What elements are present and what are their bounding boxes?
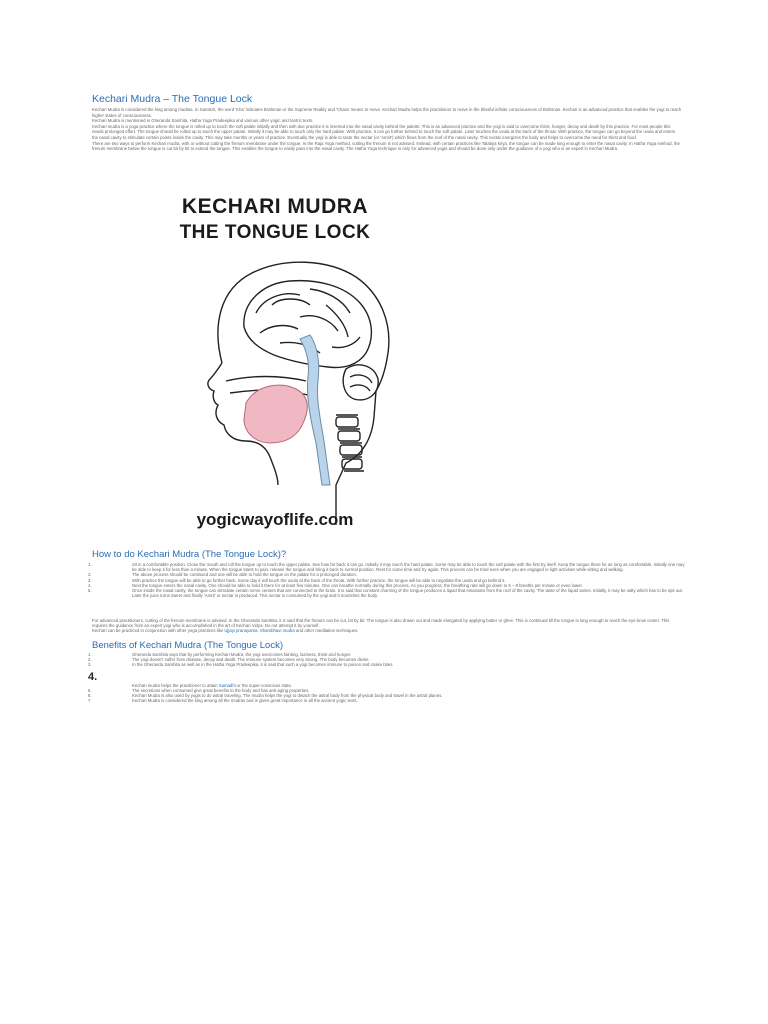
intro-paragraph: Kechari Mudra is considered the king among mudras. In Sanskrit, the word 'Kha' indicates Brahman or the Supreme Reality and 'Chara' means to move. Kechari Mudra helps the practitioner to move in the blissful infinite consciousness of Brahman. Kechari is an advanced practice that enables the yogi to reach higher states of consciousness. [92,107,682,118]
list-text: The yogi doesn't suffer from disease, decay and death. The immune system becomes very strong. The body becomes divine. [132,657,370,663]
list-item [88,662,688,667]
item-text: or the super-conscious state. [235,682,293,688]
list-number: 1. [88,652,92,657]
list-text: Gheranda Samhita says that by performing Kechari Mudra, the yogi overcomes fainting, laziness, thirst and hunger. [132,652,352,657]
list-number: 3. [88,662,92,668]
list-item [88,562,688,572]
samadhi-link[interactable]: Samadhi [218,682,236,688]
intro-paragraph: Kechari mudra is a yoga practice where the tongue is rolled up to touch the soft palate initially and then with due practice it is inserted into the nasal cavity behind the palette. This is an advanced practice and the yogi is said to overcome thirst, hunger, decay and death by this practice. For most people this needs prolonged effort. The tongue should be rolled up to touch the upper palate. Initially it may be able to touch only the hard palate. With practice, it can go further behind to touch the soft palate. Later touches the uvula at the back of the throat. With practice, the tongue can go beyond the uvula and enters the nasal cavity to stimulate certain points inside the cavity. This may take months or years of practice. Eventually the yogi is able to taste the nectar (or 'Amrit') which flows from the roof of the nasal cavity. This nectar energizes the body and helps to overcome the need for thirst and food. [92,123,676,140]
note-text: Kechari can be practiced in conjunction with other yoga practices like [92,628,225,634]
list-text: Sit in a comfortable position. Close the mouth and roll the tongue up to touch the upper palate. See how far back it can go. Initially it may touch the hard palate. Some may be able to touch the soft palate with the first try itself. Keep the tongue there for as long as comfortable. Initially one may be able to keep it for less than a minute. When the tongue starts to pain, release the tongue and bring it back to normal position. Rest for some time and try again. This process can be tried even when you are engaged in light activities while sitting and walking. [132,562,685,573]
page-title: Kechari Mudra – The Tongue Lock [92,93,253,105]
list-text: The secretions when consumed give great benefits to the body and has anti-aging properties. [132,687,310,693]
intro-paragraph: There are two ways to perform Kechari mudra, with or without cutting the frenum membrane under the tongue. In the Raja Yoga method, cutting the frenum is not advised. Instead, with certain practices like Talabya kriya, the tongue can be made long enough to enter the nasal cavity. In Hatha Yoga method, the frenum membrane below the tongue is cut bit by bit to extend the tongue. This enables the tongue to easily pass into the nasal cavity. The Hatha Yoga technique is only for advanced yogis and should be done only under the guidance of a yogi who is an expert in Kechari Mudra. [92,140,680,152]
howto-steps [88,562,688,598]
intro-text [92,107,682,152]
list-number: 7. [88,698,92,704]
list-text: Once inside the nasal cavity, the tongue can stimulate certain nerve centers that are connected to the brain. It is said that constant churning of the tongue produces a liquid that emanates from the roof of the cavity. The taste of the liquid varies. Initially, it may be salty which has to be spit out. Later the juice turns sweet and finally 'Amrit' or nectar is produced. This nectar is consumed by the yogi and it nourishes the body. [132,588,683,599]
list-text: In the Gheranda Samhita as well as in the Hatha Yoga Pradeepika, it is said that such a yogi becomes immune to poison and snake bites. [132,662,394,668]
list-number: 3. [88,577,92,583]
item-text: Kechari mudra helps the practitioner to attain [132,682,219,688]
list-number: 5. [88,588,92,594]
list-item [88,588,688,598]
benefits-list [88,652,688,703]
practices-link[interactable]: Ujjayi pranayama, Shambhavi mudra [224,628,295,634]
list-number: 2. [88,572,92,578]
intro-paragraph: Kechari Mudra is mentioned in Gheranda Samhita, Hatha Yoga Pradeepika and various other yogic and tantric texts. [92,118,314,124]
howto-notes [92,618,682,634]
howto-note: For advanced practitioners, cutting of the frenum membrane is advised. In the Gheranda Samhita, it is said that the frenum can be cut, bit by bit. The tongue is also drawn out and made elongated by applying butter or ghee. This is continued till the tongue is long enough to reach the eye brow center. This requires the guidance from an expert yogi who is accomplished in the art of Kechari Vidya. Do not attempt it by yourself. [92,618,670,629]
howto-note [92,628,682,633]
figure-title: KECHARI MUDRA [181,195,369,218]
list-number: 4. [88,582,92,588]
list-text: Kechari Mudra is also used by yogis to do astral traveling. The mudra helps the yogi to detach the astral body from the physical body and travel in the astral planes. [132,693,443,699]
list-number: 2. [88,657,92,663]
list-text: Kechari Mudra is considered the king among all the mudras and is given great importance in all the ancient yogic texts. [132,698,358,704]
list-number: 6. [88,693,92,699]
figure-watermark-url: yogicwayoflife.com [196,510,354,529]
howto-heading: How to do Kechari Mudra (The Tongue Lock)? [92,549,287,560]
list-number: 5. [88,687,92,693]
list-text: With practice the tongue will be able to go further back. Some day it will touch the uvula at the back of the throat. With further practice, the tongue will be able to negotiate the uvula and go behind it. [132,577,506,583]
list-text: The above process should be continued and one will be able to hold the tongue on the palate for a prolonged duration. [132,572,358,578]
list-item [88,698,688,703]
benefits-heading: Benefits of Kechari Mudra (The Tongue Lock) [92,640,283,651]
list-text: Next the tongue enters the nasal cavity. One should be able to hold it there for at least few minutes. One can breathe normally during this process. As you progress, the breathing rate will go down to 5 – 8 breaths per minute or even lower. [132,582,583,588]
note-text: and other meditation techniques. [294,628,359,634]
figure-subtitle: THE TONGUE LOCK [179,222,371,243]
big-list-marker: 4. [88,670,98,683]
list-number: 1. [88,562,92,567]
